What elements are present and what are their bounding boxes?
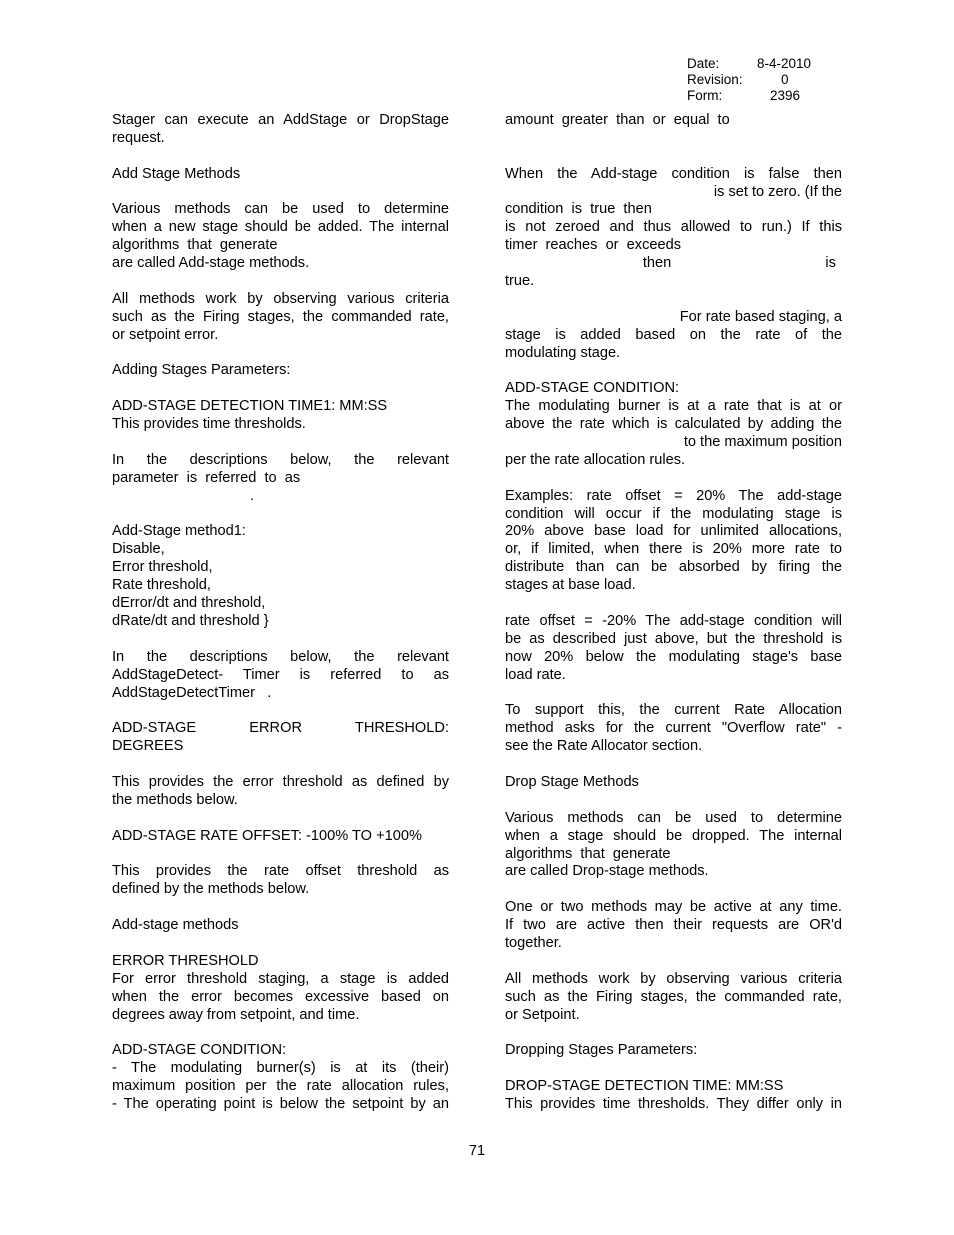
date-value: 8-4-2010 [757,56,812,71]
text-line: To support this, the current Rate Allocation [505,702,842,719]
text-line [112,184,449,202]
text-line: defined by the methods below. [112,881,310,898]
text-line: All methods work by observing various criteria [112,290,449,307]
text-line: degrees away from setpoint, and time. [112,1006,360,1023]
text-line: above the rate which is calculated by adding the [505,416,842,433]
text-line: such as the Firing stages, the commanded rate, [505,988,842,1005]
text-line: distribute than can be absorbed by firing the [505,559,842,576]
text-line [505,1024,842,1042]
text-line: This provides the error threshold as defined by [112,773,449,790]
text-line: Error threshold, [112,559,213,576]
text-line [505,291,842,309]
text-line [112,380,449,398]
text-line: request. [112,129,165,146]
text-line: Adding Stages Parameters: [112,362,291,379]
text-line: condition will occur if the modulating stage is [505,505,842,522]
text-line [112,631,449,649]
text-line: stages at base load. [505,577,636,594]
text-line: DEGREES [112,738,184,755]
text-line: If two are active then their requests are OR'd [505,917,842,934]
text-line: together. [505,934,562,951]
text-line: . [112,487,254,504]
text-line [112,148,449,166]
text-line: rate offset = -20% The add-stage condition will [505,612,842,629]
revision-value: 0 [781,72,789,87]
text-line: ADD-STAGE CONDITION: [112,1042,287,1059]
text-line: AddStageDetect- Timer is referred to as [112,666,449,683]
text-line: ADD-STAGE DETECTION TIME1: MM:SS [112,398,388,415]
text-line: dRate/dt and threshold } [112,612,269,629]
text-line: Drop Stage Methods [505,773,639,790]
text-line: All methods work by observing various criteria [505,970,842,987]
text-line [112,935,449,953]
text-line: This provides the rate offset threshold as [112,863,449,880]
text-line [505,470,842,488]
text-line [112,506,449,524]
text-line: load rate. [505,666,566,683]
text-line: In the descriptions below, the relevant [112,451,449,468]
text-line: Rate threshold, [112,577,211,594]
text-line: parameter is referred to as [112,469,301,486]
form-value: 2396 [770,88,801,103]
text-line: This provides time thresholds. They differ only in [505,1095,842,1112]
revision-row [687,72,811,88]
text-line [112,846,449,864]
text-line: be as described just above, but the threshold is [505,630,842,647]
form-label: Form: [687,88,723,103]
text-line [505,685,842,703]
text-line: Add-Stage method1: [112,523,246,540]
text-line [505,756,842,774]
text-line: such as the Firing stages, the commanded rate, [112,308,449,325]
date-row [687,56,811,72]
text-line: The modulating burner is at a rate that is at or [505,398,842,415]
text-line: Examples: rate offset = 20% The add-stage [505,487,842,504]
text-line [112,899,449,917]
revision-label: Revision: [687,72,743,87]
text-line: dError/dt and threshold, [112,595,266,612]
text-line: ADD-STAGE CONDITION: [505,380,680,397]
text-line: For error threshold staging, a stage is added [112,970,449,987]
text-line [112,273,449,291]
text-line: algorithms that generate [505,845,671,862]
text-line: - The operating point is below the setpoint by an [112,1095,449,1112]
text-line: per the rate allocation rules. [505,451,686,468]
text-line: then is [505,255,836,272]
text-line: when a stage should be dropped. The internal [505,827,842,844]
text-line: Add-stage methods [112,917,239,934]
text-line [112,434,449,452]
text-line [505,792,842,810]
text-line: One or two methods may be active at any time. [505,899,842,916]
text-line: ADD-STAGE RATE OFFSET: -100% TO +100% [112,827,422,844]
text-line: Stager can execute an AddStage or DropStage [112,112,449,128]
text-line: when the error becomes excessive based on [112,988,449,1005]
text-line: or, if limited, when there is 20% more rate to [505,541,842,558]
text-line: Various methods can be used to determine [505,809,842,826]
left-column [112,112,449,1114]
text-line [112,702,449,720]
text-line [505,362,842,380]
text-line: when a new stage should be added. The internal [112,219,449,236]
text-line: to the maximum position [683,434,842,451]
text-line: For rate based staging, a [679,308,842,325]
text-line: stage is added based on the rate of the [505,326,842,343]
text-line: condition is true then [505,201,652,218]
text-line [112,756,449,774]
text-line [505,595,842,613]
text-line: Various methods can be used to determine [112,201,449,218]
text-line: In the descriptions below, the relevant [112,648,449,665]
text-line [112,345,449,363]
text-line: Add Stage Methods [112,165,241,182]
text-line: AddStageDetectTimer . [112,684,272,701]
text-line: the methods below. [112,791,238,808]
document-header [687,56,811,104]
text-line: amount greater than or equal to [505,112,730,128]
text-line: - The modulating burner(s) is at its (their) [112,1060,449,1077]
text-line: are called Drop-stage methods. [505,863,709,880]
text-line [112,1024,449,1042]
text-line: ERROR THRESHOLD [112,952,259,969]
text-line: now 20% below the modulating stage's base [505,648,842,665]
text-line: 20% above base load for unlimited allocations, [505,523,842,540]
text-line: This provides time thresholds. [112,416,306,433]
right-column [505,112,842,1114]
text-line: Dropping Stages Parameters: [505,1042,698,1059]
form-row [687,88,811,104]
text-line: DROP-STAGE DETECTION TIME: MM:SS [505,1078,784,1095]
text-line: When the Add-stage condition is false then [505,165,842,182]
text-line: modulating stage. [505,344,621,361]
text-line: timer reaches or exceeds [505,237,682,254]
text-line: true. [505,273,535,290]
text-line: maximum position per the rate allocation rules, [112,1078,449,1095]
text-line [505,130,842,148]
text-line: ADD-STAGE ERROR THRESHOLD: [112,720,449,737]
text-line [505,881,842,899]
text-line [505,953,842,971]
text-line: or Setpoint. [505,1006,580,1023]
text-line: is not zeroed and thus allowed to run.) If this [505,219,842,236]
page-number: 71 [468,1143,486,1159]
text-line [505,148,842,166]
text-line [505,1060,842,1078]
text-line: see the Rate Allocator section. [505,738,703,755]
text-line: algorithms that generate [112,237,278,254]
text-line: is set to zero. (If the [713,183,842,200]
text-line: are called Add-stage methods. [112,255,310,272]
text-line: Disable, [112,541,165,558]
text-line: method asks for the current "Overflow rate" - [505,720,842,737]
text-line: or setpoint error. [112,326,219,343]
text-line [112,810,449,828]
date-label: Date: [687,56,720,71]
